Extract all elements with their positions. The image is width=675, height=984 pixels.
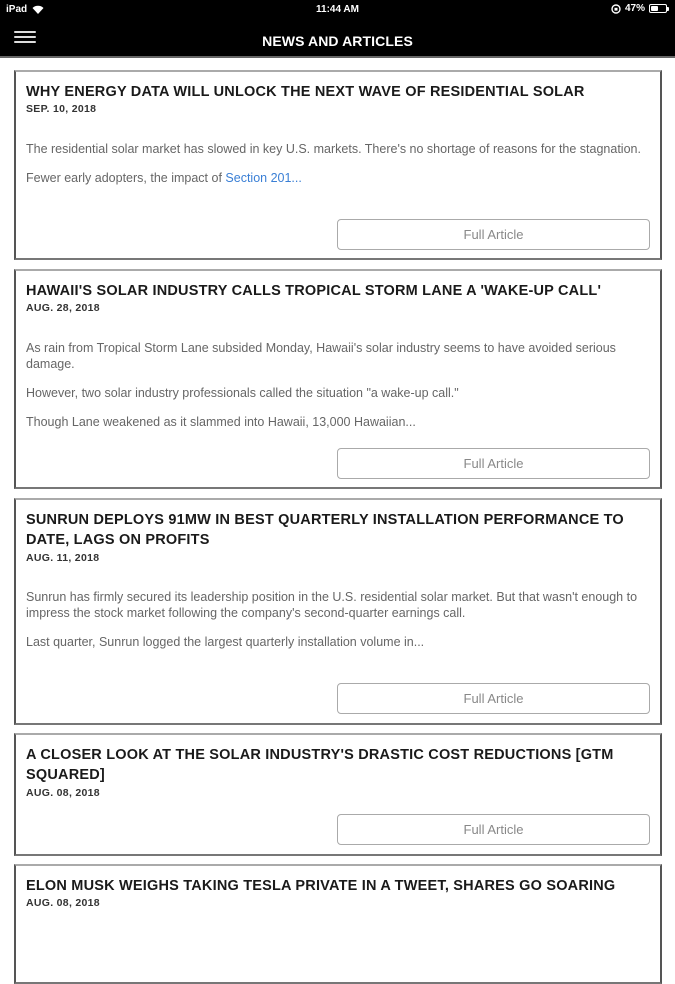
article-list[interactable] — [0, 60, 675, 909]
article-card — [14, 70, 662, 260]
article-excerpt — [26, 141, 642, 199]
status-right — [611, 3, 667, 14]
nav-bar — [0, 20, 675, 58]
article-card — [14, 733, 662, 856]
article-date: AUG. 08, 2018 — [26, 787, 100, 799]
full-article-button[interactable]: Full Article — [337, 219, 650, 250]
battery-percent: 47% — [624, 3, 645, 14]
excerpt-paragraph: The residential solar market has slowed in key U.S. markets. There's no shortage of reasons for the stagnation. — [26, 142, 641, 156]
battery-icon — [649, 4, 667, 13]
article-title: ELON MUSK WEIGHS TAKING TESLA PRIVATE IN A TWEET, SHARES GO SOARING — [26, 878, 616, 894]
excerpt-text: Fewer early adopters, the impact of — [26, 171, 226, 185]
device-label: iPad — [6, 4, 28, 15]
article-card — [14, 498, 662, 725]
full-article-button[interactable]: Full Article — [337, 448, 650, 479]
excerpt-paragraph: Sunrun has firmly secured its leadership position in the U.S. residential solar market. But that wasn't enough to impress the stock market following the company's second-quarter earnings call. — [26, 590, 638, 620]
full-article-button[interactable]: Full Article — [337, 683, 650, 714]
article-date: AUG. 08, 2018 — [26, 897, 100, 909]
excerpt-paragraph: Last quarter, Sunrun logged the largest quarterly installation volume in... — [26, 635, 425, 649]
article-card — [14, 269, 662, 489]
article-date: AUG. 11, 2018 — [26, 552, 100, 564]
section-201-link[interactable]: Section 201... — [225, 171, 302, 185]
article-excerpt — [26, 340, 642, 443]
article-title: HAWAII'S SOLAR INDUSTRY CALLS TROPICAL STORM LANE A 'WAKE-UP CALL' — [26, 283, 602, 299]
full-article-button[interactable]: Full Article — [337, 814, 650, 845]
article-title: A CLOSER LOOK AT THE SOLAR INDUSTRY'S DRASTIC COST REDUCTIONS [GTM SQUARED] — [26, 747, 614, 783]
article-title: WHY ENERGY DATA WILL UNLOCK THE NEXT WAVE OF RESIDENTIAL SOLAR — [26, 84, 585, 100]
excerpt-paragraph — [26, 170, 642, 186]
status-time: 11:44 AM — [316, 4, 359, 15]
article-date: SEP. 10, 2018 — [26, 103, 97, 115]
excerpt-paragraph: However, two solar industry professionals called the situation "a wake-up call." — [26, 386, 459, 400]
article-excerpt — [26, 589, 642, 663]
article-date: AUG. 28, 2018 — [26, 302, 100, 314]
page-title: NEWS AND ARTICLES — [262, 33, 413, 49]
article-card — [14, 864, 662, 984]
orientation-lock-icon — [611, 4, 621, 14]
excerpt-paragraph: As rain from Tropical Storm Lane subsided Monday, Hawaii's solar industry seems to have avoided serious damage. — [26, 341, 616, 371]
status-bar — [0, 0, 675, 20]
article-title: SUNRUN DEPLOYS 91MW IN BEST QUARTERLY INSTALLATION PERFORMANCE TO DATE, LAGS ON PROFITS — [26, 512, 624, 548]
excerpt-paragraph: Though Lane weakened as it slammed into Hawaii, 13,000 Hawaiian... — [26, 415, 416, 429]
